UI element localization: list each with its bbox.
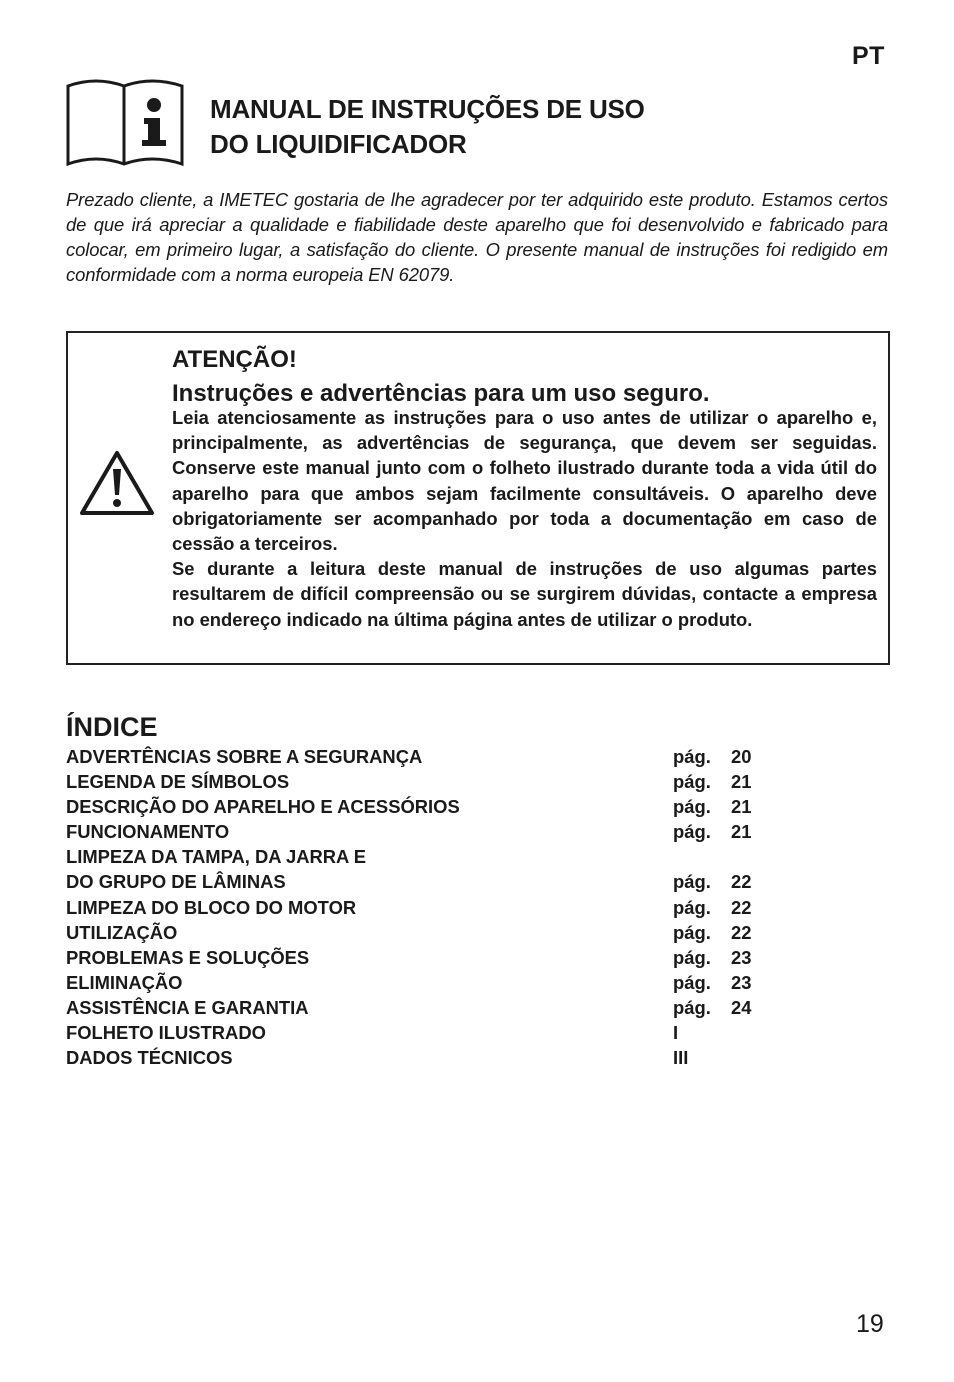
toc-entry-page: 20 — [731, 746, 752, 767]
title-line-1: MANUAL DE INSTRUÇÕES DE USO — [210, 94, 645, 124]
toc-entry-label: UTILIZAÇÃO — [66, 921, 178, 943]
toc-entry-label: ASSISTÊNCIA E GARANTIA — [66, 996, 309, 1018]
toc-entry-page — [731, 1045, 771, 1070]
safety-warning-box — [66, 331, 890, 665]
toc-entry-page: 21 — [731, 821, 752, 843]
toc-entry-page: 22 — [731, 921, 752, 943]
toc-entry — [66, 769, 786, 794]
toc-entry — [66, 844, 786, 869]
toc-entry-page: 23 — [731, 971, 752, 993]
document-title — [210, 92, 850, 162]
warning-triangle-icon — [78, 449, 156, 517]
toc-entry-page: 21 — [731, 771, 752, 793]
intro-paragraph: Prezado cliente, a IMETEC gostaria de lhe agradecer por ter adquirido este produto. Estamos certos de que irá apreciar a qualidade e fiabilidade deste aparelho que foi desenvolvido e fabricado para colocar, em primeiro lugar, a satisfação do cliente. O presente manual de instruções foi redigido em conformidade com a norma europeia EN 62079. — [66, 189, 888, 285]
toc-entry — [66, 744, 786, 769]
toc-entry-prefix: pág. — [673, 946, 711, 968]
index-title: ÍNDICE — [66, 712, 158, 742]
toc-entry-prefix: pág. — [673, 896, 711, 918]
toc-entry-prefix: pág. — [673, 871, 711, 893]
toc-entry-label: LIMPEZA DA TAMPA, DA JARRA E — [66, 846, 367, 868]
toc-entry — [66, 945, 786, 970]
toc-entry-prefix: pág. — [673, 771, 711, 793]
toc-entry — [66, 1045, 786, 1070]
toc-entry — [66, 920, 786, 945]
warning-paragraph-1: Leia atenciosamente as instruções para o uso antes de utilizar o aparelho e, principalmente, as advertências de segurança, que devem ser seguidas. Conserve este manual junto com o folheto ilustrado durante toda a vida útil do aparelho para que ambos sejam facilmente consultáveis. O aparelho deve obrigatoriamente ser acompanhado por toda a documentação em caso de cessão a terceiros. — [172, 407, 877, 555]
toc-entry — [66, 970, 786, 995]
page-number: 19 — [856, 1310, 884, 1338]
toc-entry-prefix: III — [673, 1047, 689, 1069]
toc-entry-label: DESCRIÇÃO DO APARELHO E ACESSÓRIOS — [66, 796, 460, 818]
warning-body — [172, 405, 877, 632]
warning-heading — [172, 343, 710, 411]
toc-entry-prefix — [673, 844, 731, 869]
toc-entry-label: LIMPEZA DO BLOCO DO MOTOR — [66, 896, 357, 918]
toc-entry-label: FOLHETO ILUSTRADO — [66, 1022, 266, 1044]
toc-entry-page: 21 — [731, 796, 752, 818]
toc-entry-label: DO GRUPO DE LÂMINAS — [66, 871, 286, 893]
warning-title-attention: ATENÇÃO! — [172, 346, 297, 373]
toc-entry — [66, 1020, 786, 1045]
toc-entry-prefix: I — [673, 1022, 679, 1044]
toc-entry — [66, 995, 786, 1020]
toc-entry-label: ADVERTÊNCIAS SOBRE A SEGURANÇA — [66, 746, 423, 767]
toc-entry — [66, 794, 786, 819]
toc-entry-label: DADOS TÉCNICOS — [66, 1047, 233, 1069]
warning-paragraph-2: Se durante a leitura deste manual de instruções de uso algumas partes resultarem de difícil compreensão ou se surgirem dúvidas, contacte a empresa no endereço indicado na última página antes de utilizar o produto. — [172, 558, 877, 630]
warning-title-instructions: Instruções e advertências para um uso seguro. — [172, 380, 710, 407]
language-code: PT — [852, 42, 885, 70]
info-book-icon — [64, 76, 188, 168]
toc-entry-label: ELIMINAÇÃO — [66, 971, 183, 993]
toc-entry-label: PROBLEMAS E SOLUÇÕES — [66, 946, 310, 968]
toc-entry-page: 22 — [731, 871, 752, 893]
toc-entry — [66, 895, 786, 920]
table-of-contents — [66, 744, 786, 1070]
toc-entry-label: FUNCIONAMENTO — [66, 821, 230, 843]
toc-entry-label: LEGENDA DE SÍMBOLOS — [66, 771, 290, 793]
toc-entry-page — [731, 1020, 771, 1045]
toc-entry — [66, 819, 786, 844]
title-line-2: DO LIQUIDIFICADOR — [210, 129, 467, 159]
toc-entry-page: 24 — [731, 996, 752, 1018]
toc-entry-prefix: pág. — [673, 921, 711, 943]
toc-entry-prefix: pág. — [673, 996, 711, 1018]
toc-entry-prefix: pág. — [673, 821, 711, 843]
toc-entry-prefix: pág. — [673, 796, 711, 818]
toc-entry — [66, 869, 786, 894]
toc-entry-page: 22 — [731, 896, 752, 918]
toc-entry-prefix: pág. — [673, 746, 711, 767]
toc-entry-page — [731, 844, 771, 869]
toc-entry-page: 23 — [731, 946, 752, 968]
toc-entry-prefix: pág. — [673, 971, 711, 993]
